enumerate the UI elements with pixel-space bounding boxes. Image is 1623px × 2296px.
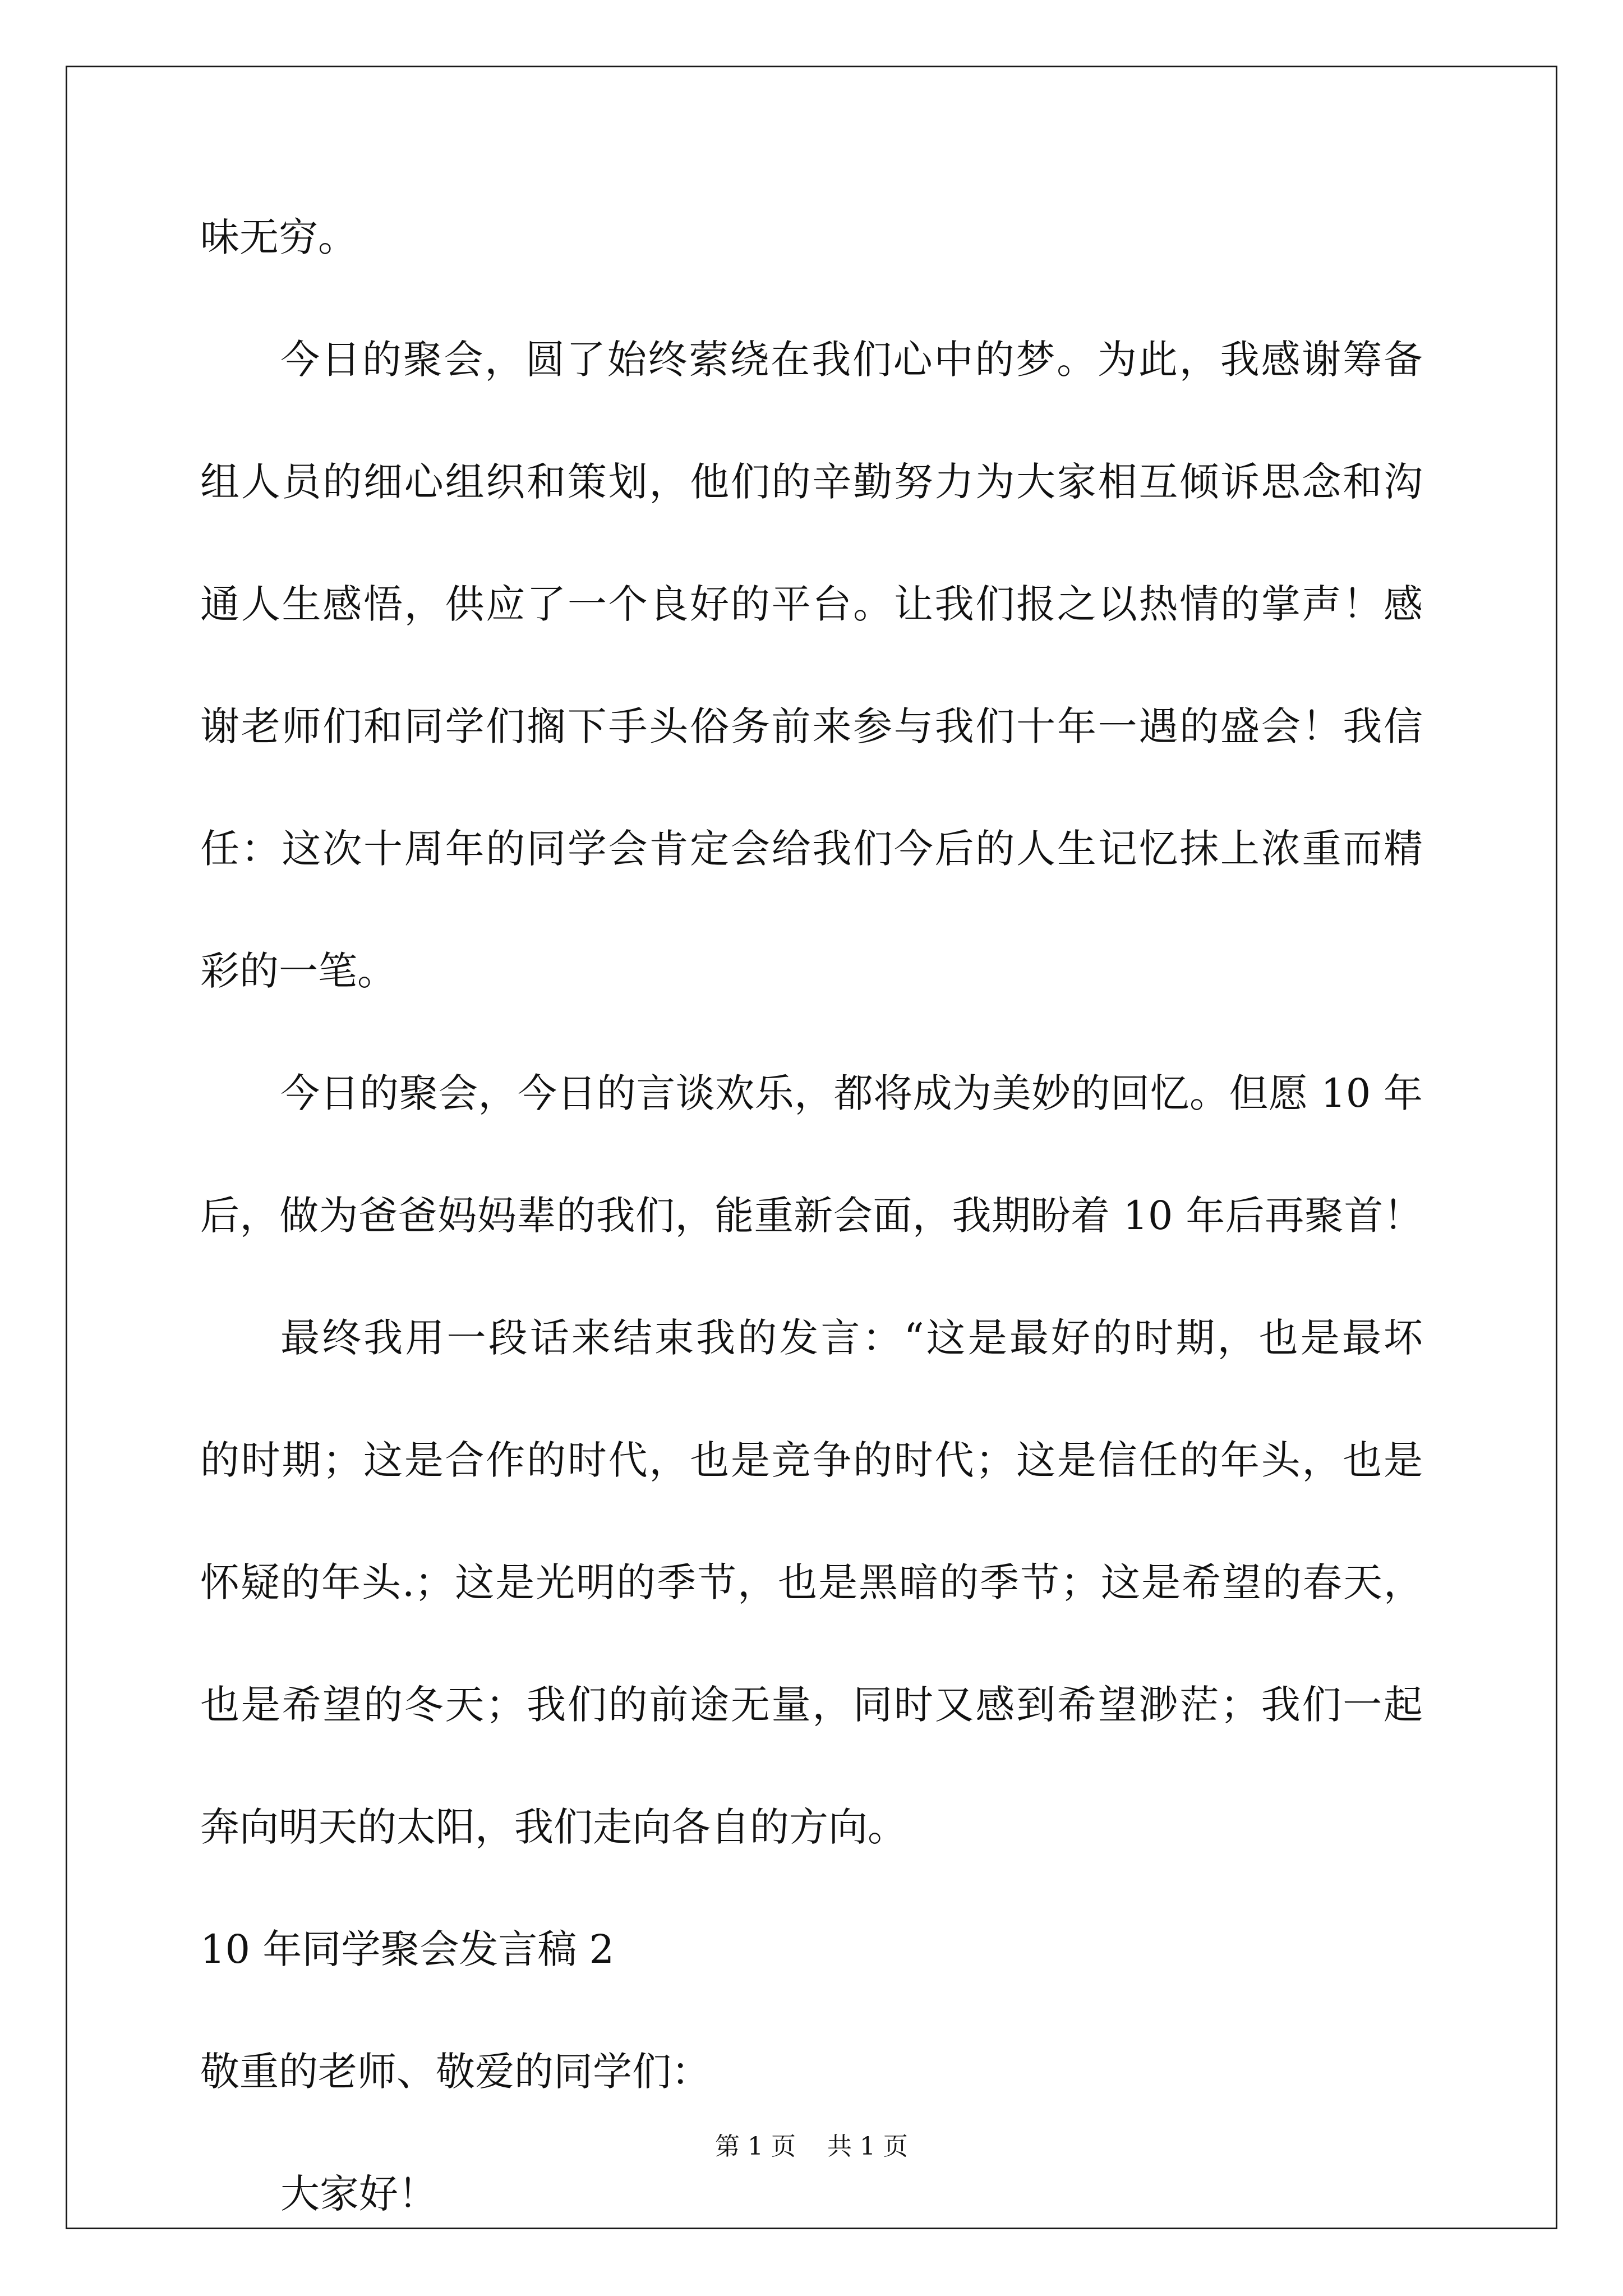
text-line: 任：这次十周年的同学会肯定会给我们今后的人生记忆抹上浓重而精	[200, 826, 1423, 872]
salutation: 敬重的老师、敬爱的同学们：	[200, 2049, 711, 2095]
page-border	[66, 66, 1557, 2229]
text-line: 组人员的细心组织和策划，他们的辛勤努力为大家相互倾诉思念和沟	[200, 459, 1423, 505]
text-line: 也是希望的冬天；我们的前途无量，同时又感到希望渺茫；我们一起	[200, 1682, 1423, 1728]
section-heading: 10 年同学聚会发言稿 2	[200, 1926, 615, 1972]
text-line: 味无穷。	[200, 214, 357, 260]
text-line: 奔向明天的太阳，我们走向各自的方向。	[200, 1804, 907, 1850]
paragraph-start: 最终我用一段话来结束我的发言：“这是最好的时期，也是最坏	[280, 1315, 1423, 1361]
page-number-footer: 第 1 页 共 1 页	[715, 2132, 908, 2161]
text-line: 谢老师们和同学们搁下手头俗务前来参与我们十年一遇的盛会！我信	[200, 703, 1423, 749]
greeting: 大家好！	[280, 2171, 437, 2217]
paragraph-start: 今日的聚会，今日的言谈欢乐，都将成为美妙的回忆。但愿 10 年	[280, 1070, 1423, 1116]
text-line: 彩的一笔。	[200, 948, 396, 994]
text-line: 怀疑的年头.；这是光明的季节，也是黑暗的季节；这是希望的春天，	[200, 1559, 1423, 1605]
text-line: 后，做为爸爸妈妈辈的我们，能重新会面，我期盼着 10 年后再聚首！	[200, 1193, 1423, 1239]
paragraph-start: 今日的聚会，圆了始终萦绕在我们心中的梦。为此，我感谢筹备	[280, 337, 1423, 383]
text-line: 通人生感悟，供应了一个良好的平台。让我们报之以热情的掌声！感	[200, 581, 1423, 627]
text-line: 的时期；这是合作的时代，也是竞争的时代；这是信任的年头，也是	[200, 1437, 1423, 1483]
